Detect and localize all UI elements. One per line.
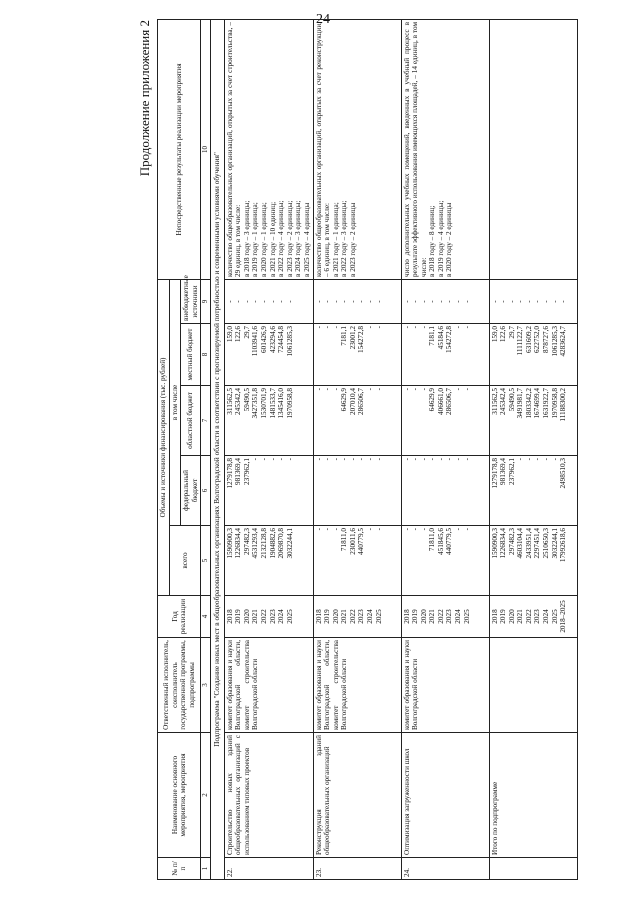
header-fed: федеральный бюджет [181, 456, 201, 526]
row-federal: 1279178,8 981369,4 237962,1 - - - - - 2498510,3 [489, 456, 577, 526]
row-extrabudget: - - - - - - - - [224, 279, 313, 323]
header-total: всего [169, 526, 201, 596]
row-name: Строительство новых зданий общеобразовательных организаций с использованием типовых проектов [224, 733, 313, 858]
header-year: Год реализации [158, 596, 201, 638]
row-total: 1590900,3 1226834,4 297482,3 4603104,4 2433951,4 2297451,4 2510650,3 3032244,1 17992618,6 [489, 526, 577, 596]
header-ext: внебюджетные источники [181, 279, 201, 323]
row-number: 24. [401, 858, 489, 880]
row-result: количество общеобразовательных организаций, открытых за счет реконструкции, – 6 единиц, в том числе: в 2021 году – 1 единица; в 2022 году – 3 единицы; в 2023 году – 2 единицы [313, 19, 401, 279]
row-name: Итого по подпрограмме [489, 733, 577, 858]
col-number: 7 [201, 386, 211, 456]
row-regional: 311562,5 245342,4 59490,5 3491981,7 1803342,2 1674699,4 1631922,7 1970958,8 11188300,2 [489, 386, 577, 456]
row-years: 2018 2019 2020 2021 2022 2023 2024 2025 [224, 596, 313, 638]
page-number: 24 [316, 12, 330, 27]
rotated-page [135, 20, 640, 880]
row-total: - - - 71811,0 451845,6 440779,5 - - [401, 526, 489, 596]
col-number: 9 [201, 279, 211, 323]
table-row [401, 19, 489, 879]
col-number: 8 [201, 324, 211, 386]
row-regional: - - - 64629,9 207010,4 286506,7 - - [313, 386, 401, 456]
table-row [224, 19, 313, 879]
header-name: Наименование основного мероприятия, мероприятия [158, 733, 201, 858]
header-results: Непосредственные результаты реализации мероприятия [158, 19, 201, 279]
row-name: Оптимизация загруженности школ [401, 733, 489, 858]
row-executor: комитет образования и науки Волгоградской области, комитет строительства Волгоградской области [313, 638, 401, 733]
row-years: 2018 2019 2020 2021 2022 2023 2024 2025 [313, 596, 401, 638]
row-executor: комитет образования и науки Волгоградской области, комитет строительства Волгоградской области [224, 638, 313, 733]
row-result [489, 19, 577, 279]
row-extrabudget: - - - - - - - - [401, 279, 489, 323]
row-extrabudget: - - - - - - - - [313, 279, 401, 323]
header-reg: областной бюджет [181, 386, 201, 456]
row-number: 22. [224, 858, 313, 880]
col-number: 4 [201, 596, 211, 638]
row-local: 159,0 122,6 29,7 1111122,7 631609,2 622752,0 878727,6 1061285,3 4283624,7 [489, 324, 577, 386]
row-name: Реконструкция зданий общеобразовательных организаций [313, 733, 401, 858]
header-financing: Объемы и источники финансирования (тыс. рублей) [158, 279, 170, 595]
column-numbers-row [201, 19, 211, 879]
row-local: 159,0 122,6 29,7 1103941,6 601426,9 423294,6 724454,8 1061285,3 [224, 324, 313, 386]
col-number: 5 [201, 526, 211, 596]
row-regional: 311562,5 245342,4 59490,5 3427351,8 1530701,9 1481533,7 1345416,0 1970958,8 [224, 386, 313, 456]
row-years: 2018 2019 2020 2021 2022 2023 2024 2025 2018–2025 [489, 596, 577, 638]
row-local: - - - 7181,1 45184,6 154272,8 - - [401, 324, 489, 386]
row-result: количество общеобразовательных организаций, открытых за счет строительства, – 29 единиц, в том числе: в 2018 году – 3 единицы; в 2019 году – 1 единица; в 2020 году – 1 единица; в 2021 году – 10 единиц; в 2022 году – 4 единицы; в 2023 году – 2 единицы; в 2024 году – 3 единицы; в 2025 году – 4 единицы [224, 19, 313, 279]
row-extrabudget: - - - - - - - - - [489, 279, 577, 323]
col-number: 2 [201, 733, 211, 858]
header-incl: в том числе [169, 279, 181, 525]
row-number [489, 858, 577, 880]
row-total: 1590900,3 1226834,4 297482,3 4531293,4 2132128,8 1904882,6 2069870,8 3032244,1 [224, 526, 313, 596]
col-number: 10 [201, 19, 211, 279]
subprogram-title: Подпрограмма "Создание новых мест в общеобразовательных организациях Волгоградской области в соответствии с прогнозируемой потребностью и современными условиями обучения" [210, 19, 224, 879]
col-number: 6 [201, 456, 211, 526]
col-number: 3 [201, 638, 211, 733]
continuation-label: Продолжение приложения 2 [137, 20, 152, 177]
row-years: 2018 2019 2020 2021 2022 2023 2024 2025 [401, 596, 489, 638]
row-total: - - - 71811,0 230011,6 440779,5 - - [313, 526, 401, 596]
row-number: 23. [313, 858, 401, 880]
row-federal: - - - - - - - - [313, 456, 401, 526]
header-executor: Ответственный исполнитель, соисполнитель государственной программы, подпрограммы [158, 638, 201, 733]
row-executor: комитет образования и науки Волгоградской области [401, 638, 489, 733]
row-federal: 1279178,8 981369,4 237962,1 - - - - - [224, 456, 313, 526]
row-federal: - - - - - - - - [401, 456, 489, 526]
row-executor [489, 638, 577, 733]
header-no: № п/п [158, 858, 201, 880]
header-loc: местный бюджет [181, 324, 201, 386]
program-table [157, 19, 578, 880]
row-local: - - - 7181,1 23001,2 154272,8 - - [313, 324, 401, 386]
table-row [489, 19, 577, 879]
row-regional: - - - 64629,9 406661,0 286506,7 - - [401, 386, 489, 456]
row-result: число дополнительных учебных помещений, введенных в учебный процесс в результате эффективного использования имеющихся площадей, – 14 единиц, в том числе: в 2018 году – 8 единиц; в 2019 году – 4 единицы; в 2020 году – 2 единицы [401, 19, 489, 279]
col-number: 1 [201, 858, 211, 880]
table-row [313, 19, 401, 879]
